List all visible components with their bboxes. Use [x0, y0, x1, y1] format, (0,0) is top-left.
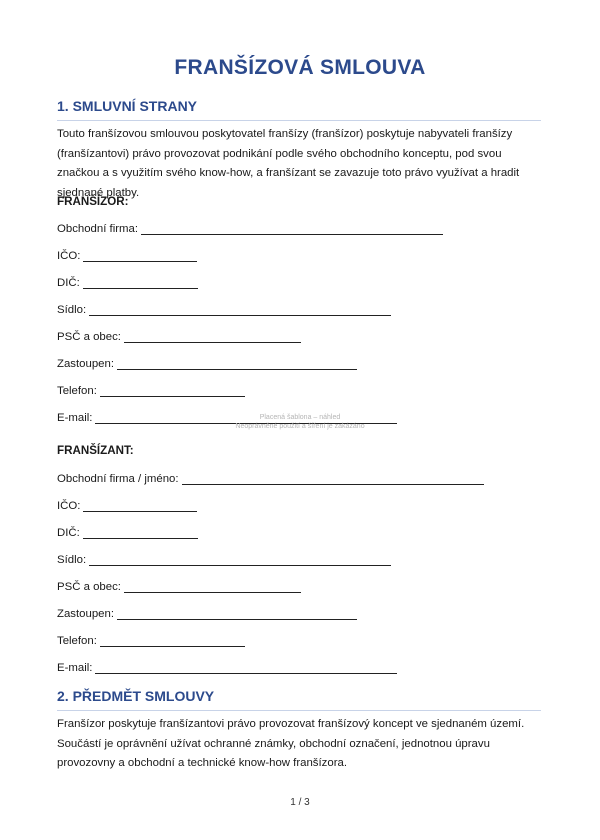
section-2-heading: [57, 688, 214, 704]
franchisor-dic-field[interactable]: [57, 276, 198, 289]
field-label: PSČ a obec:: [57, 331, 121, 343]
preview-watermark: [200, 413, 400, 431]
fill-line[interactable]: [182, 472, 484, 485]
section-1-rule: [57, 120, 541, 121]
fill-line[interactable]: [89, 303, 391, 316]
fill-line[interactable]: [89, 553, 391, 566]
field-label: Obchodní firma / jméno:: [57, 473, 179, 485]
field-label: Zastoupen:: [57, 358, 114, 370]
fill-line[interactable]: [117, 357, 357, 370]
document-title: FRANŠÍZOVÁ SMLOUVA: [174, 56, 426, 79]
franchisor-heading: FRANŠÍZOR:: [57, 195, 129, 208]
field-label: IČO:: [57, 500, 81, 512]
franchisor-seat-field[interactable]: [57, 303, 391, 316]
fill-line[interactable]: [83, 499, 197, 512]
section-1-heading: [57, 98, 197, 114]
field-label: DIČ:: [57, 277, 80, 289]
section-2-paragraph: Franšízor poskytuje franšízantovi právo provozovat franšízový koncept ve sjednaném území. Součástí je oprávnění užívat ochranné známky, obchodní označení, jednotnou úpravu provozovny a obchodní a technické know-how franšízora.: [57, 718, 525, 769]
field-label: Zastoupen:: [57, 608, 114, 620]
fill-line[interactable]: [83, 249, 197, 262]
page-number: 1 / 3: [290, 797, 310, 808]
field-label: E-mail:: [57, 412, 93, 424]
franchisor-ico-field[interactable]: [57, 249, 197, 262]
field-label: DIČ:: [57, 527, 80, 539]
franchisee-ico-field[interactable]: [57, 499, 197, 512]
watermark-line-1: Placená šablona – náhled: [259, 414, 341, 421]
field-label: E-mail:: [57, 662, 93, 674]
field-label: Sídlo:: [57, 554, 87, 566]
fill-line[interactable]: [124, 580, 301, 593]
fill-line[interactable]: [141, 222, 443, 235]
field-label: Sídlo:: [57, 304, 87, 316]
fill-line[interactable]: [95, 661, 397, 674]
franchisor-company-field[interactable]: [57, 222, 443, 235]
fill-line[interactable]: [83, 276, 198, 289]
section-2-rule: [57, 710, 541, 711]
field-label: Obchodní firma:: [57, 223, 139, 235]
fill-line[interactable]: [100, 634, 245, 647]
franchisee-dic-field[interactable]: [57, 526, 198, 539]
field-label: PSČ a obec:: [57, 581, 121, 593]
section-2-heading-text: 2. PŘEDMĚT SMLOUVY: [57, 688, 215, 704]
franchisor-phone-field[interactable]: [57, 384, 245, 397]
fill-line[interactable]: [124, 330, 301, 343]
franchisor-represented-field[interactable]: [57, 357, 357, 370]
franchisee-seat-field[interactable]: [57, 553, 391, 566]
field-label: Telefon:: [57, 635, 97, 647]
franchisee-phone-field[interactable]: [57, 634, 245, 647]
field-label: Telefon:: [57, 385, 97, 397]
franchisee-email-field[interactable]: [57, 661, 397, 674]
fill-line[interactable]: [117, 607, 357, 620]
field-label: IČO:: [57, 250, 81, 262]
section-1-paragraph: Touto franšízovou smlouvou poskytovatel franšízy (franšízor) poskytuje nabyvateli franšízy (franšízantovi) právo provozovat podnikání podle svého obchodního konceptu, pod svou značkou a s využitím svého know-how, a franšízant se zavazuje toto právo využívat a hradit sjednané platby.: [57, 128, 520, 199]
franchisee-zip-field[interactable]: [57, 580, 301, 593]
section-1-heading-text: 1. SMLUVNÍ STRANY: [57, 98, 198, 114]
fill-line[interactable]: [83, 526, 198, 539]
watermark-line-2: Neoprávněné použití a šíření je zakázáno: [235, 423, 365, 430]
franchisor-zip-field[interactable]: [57, 330, 301, 343]
franchisee-company-field[interactable]: [57, 472, 484, 485]
franchisee-heading: FRANŠÍZANT:: [57, 444, 134, 457]
fill-line[interactable]: [100, 384, 245, 397]
franchisee-represented-field[interactable]: [57, 607, 357, 620]
